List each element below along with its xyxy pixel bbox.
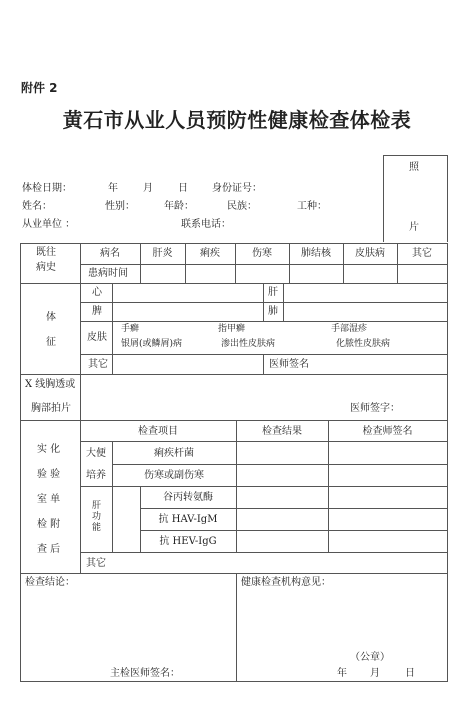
body-exam-label-2: 征	[46, 337, 56, 348]
phone-label: 联系电话：	[181, 219, 231, 230]
lab-liver-label-3: 能	[92, 523, 102, 533]
lab-header-result: 检查结果	[262, 426, 302, 437]
photo-label-bottom: 片	[409, 222, 419, 233]
form-title: 黄石市从业人员预防性健康检查体检表	[62, 108, 412, 132]
spleen-label: 脾	[92, 306, 102, 317]
lab-label-row-3: 室 单	[37, 494, 61, 505]
lab-typhoid: 伤寒或副伤寒	[144, 470, 204, 481]
history-col-name: 病名	[100, 248, 120, 259]
annex-label: 附件 2	[21, 81, 58, 95]
age-label: 年龄：	[164, 201, 194, 212]
exam-year-label: 年	[108, 183, 118, 194]
conclusion-day-label: 日	[405, 668, 415, 679]
history-label-2: 病史	[36, 262, 56, 273]
conclusion-month-label: 月	[370, 668, 380, 679]
lab-label-row-5: 查 后	[37, 544, 61, 555]
chief-doctor-sign-label: 主检医师签名：	[110, 668, 180, 679]
lung-label: 肺	[268, 306, 278, 317]
skin-hand-eczema: 手部湿疹	[331, 324, 368, 334]
employer-label: 从业单位 ：	[22, 219, 76, 230]
history-label-1: 既往	[36, 247, 56, 258]
exam-day-label: 日	[178, 183, 188, 194]
body-other-label: 其它	[88, 359, 108, 370]
history-col-typhoid: 伤寒	[252, 248, 272, 259]
xray-label-1: X 线胸透或	[25, 379, 76, 390]
history-col-other: 其它	[412, 248, 432, 259]
skin-label: 皮肤	[87, 332, 107, 343]
history-col-tuberculosis: 肺结核	[301, 248, 331, 259]
lab-label-row-2: 验 验	[37, 469, 61, 480]
lab-alt: 谷丙转氨酶	[163, 492, 213, 503]
exam-month-label: 月	[143, 183, 153, 194]
lab-header-signature: 检查师签名	[362, 426, 413, 437]
history-time-label: 患病时间	[88, 268, 128, 279]
lab-stool-label-2: 培养	[86, 470, 106, 481]
xray-doctor-sign-label: 医师签字：	[350, 403, 400, 414]
sex-label: 性别：	[105, 201, 135, 212]
id-number-label: 身份证号：	[212, 183, 262, 194]
conclusion-label: 检查结论：	[25, 577, 75, 588]
lab-hav-igm: 抗 HAV-IgM	[158, 514, 218, 525]
lab-hev-igg: 抗 HEV-IgG	[159, 536, 217, 547]
lab-label-row-4: 检 附	[37, 519, 61, 530]
skin-psoriasis: 银屑(或鳞屑)病	[121, 339, 183, 349]
history-col-dysentery: 痢疾	[200, 248, 220, 259]
xray-label-2: 胸部拍片	[31, 403, 71, 414]
lab-other-label: 其它	[86, 558, 106, 569]
photo-label-top: 照	[409, 162, 419, 173]
skin-nail-tinea: 指甲癣	[218, 324, 246, 334]
liver-label: 肝	[268, 287, 278, 298]
lab-liver-label-2: 功	[92, 512, 102, 522]
lab-header-item: 检查项目	[138, 426, 178, 437]
history-col-hepatitis: 肝炎	[152, 248, 173, 259]
ethnicity-label: 民族：	[227, 201, 257, 212]
lab-dysentery-bacillus: 痢疾杆菌	[154, 448, 194, 459]
lab-stool-label-1: 大便	[86, 448, 106, 459]
conclusion-year-label: 年	[337, 668, 347, 679]
exam-date-label: 体检日期：	[22, 183, 72, 194]
agency-opinion-label: 健康检查机构意见：	[241, 577, 331, 588]
skin-purulent: 化脓性皮肤病	[336, 339, 391, 349]
skin-hand-tinea: 手癣	[121, 324, 140, 334]
name-label: 姓名：	[22, 201, 52, 212]
body-doctor-sign-label: 医师签名	[269, 359, 309, 370]
body-exam-label-1: 体	[46, 312, 56, 323]
lab-liver-label-1: 肝	[92, 501, 102, 511]
skin-exudative: 渗出性皮肤病	[221, 339, 276, 349]
history-col-skin-disease: 皮肤病	[355, 248, 385, 259]
lab-label-row-1: 实 化	[37, 444, 61, 455]
heart-label: 心	[92, 287, 102, 298]
official-seal-label: （公章）	[350, 652, 390, 663]
job-type-label: 工种：	[297, 201, 327, 212]
